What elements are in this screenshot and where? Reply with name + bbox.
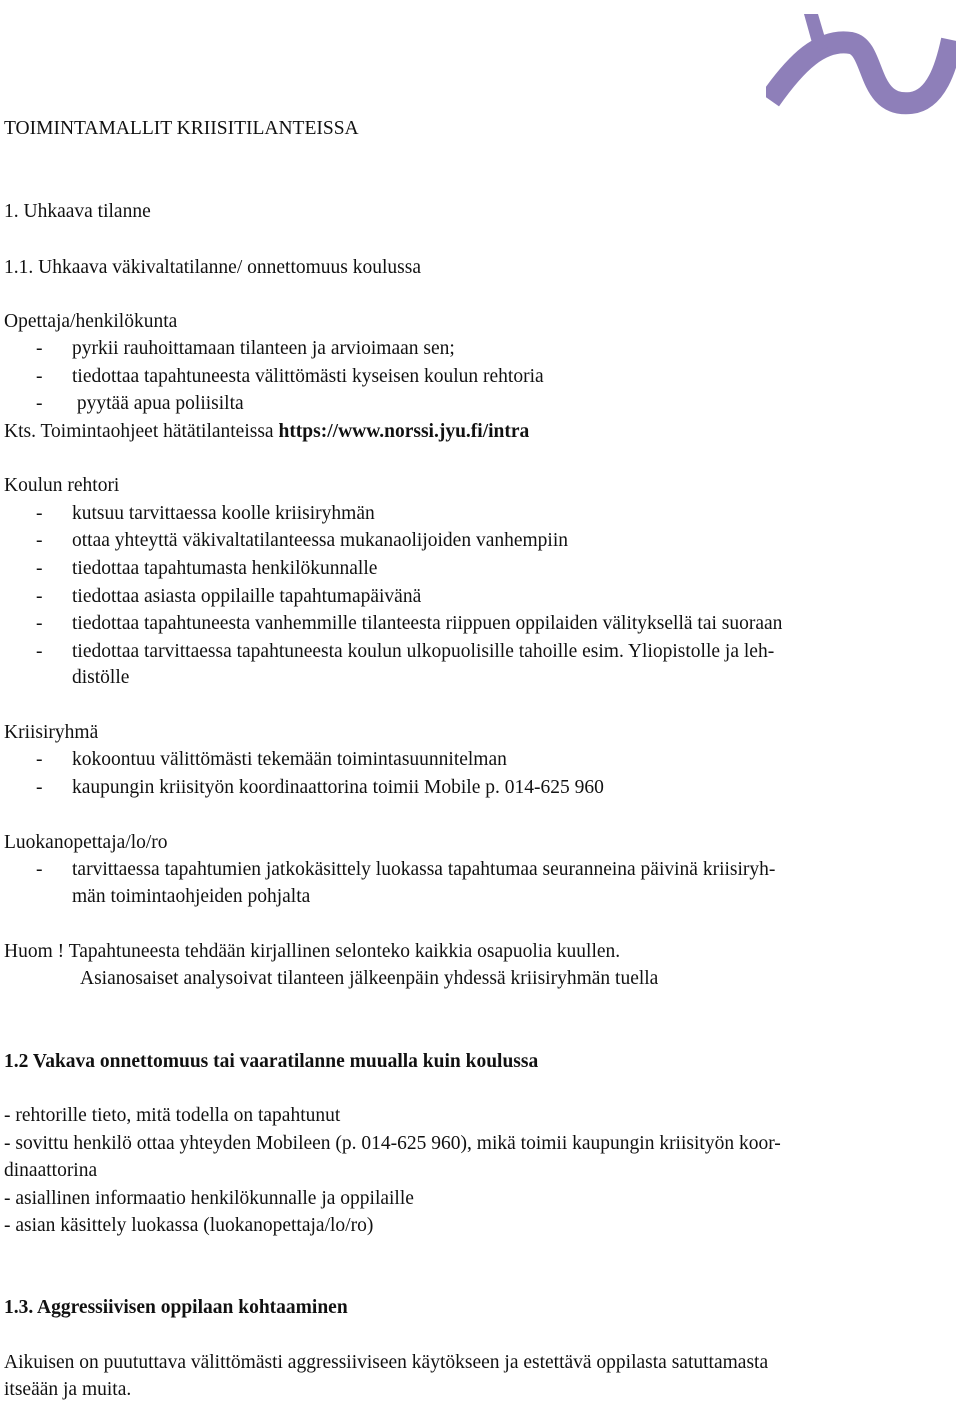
kts-line: Kts. Toimintaohjeet hätätilanteissa https://www.norssi.jyu.fi/intra [4,421,530,442]
document-title: TOIMINTAMALLIT KRIISITILANTEISSA [4,118,359,139]
list-item: - tiedottaa asiasta oppilaille tapahtumapäivänä [36,586,422,607]
list-item: - kaupungin kriisityön koordinaattorina toimii Mobile p. 014-625 960 [36,777,604,798]
list-item-continuation: distölle [72,667,130,688]
section-1-3-heading: 1.3. Aggressiivisen oppilaan kohtaaminen [4,1297,348,1318]
intranet-link[interactable]: https://www.norssi.jyu.fi/intra [278,421,530,442]
list-item: - tiedottaa tapahtuneesta vanhemmille tilanteesta riippuen oppilaiden välityksellä tai suoraan [36,613,783,634]
section-1-2-heading: 1.2 Vakava onnettomuus tai vaaratilanne muualla kuin koulussa [4,1051,539,1072]
list-item: - pyytää apua poliisilta [36,393,244,414]
list-item: - asian käsittely luokassa (luokanopettaja/lo/ro) [4,1215,374,1236]
section-1-1-heading: 1.1. Uhkaava väkivaltatilanne/ onnettomuus koulussa [4,257,421,278]
crisis-group-label: Kriisiryhmä [4,722,99,743]
principal-label: Koulun rehtori [4,475,120,496]
list-item: - rehtorille tieto, mitä todella on tapahtunut [4,1105,341,1126]
paragraph-line: Aikuisen on puututtava välittömästi aggressiiviseen käytökseen ja estettävä oppilasta satuttamasta [4,1352,769,1373]
list-item: - kutsuu tarvittaessa koolle kriisiryhmän [36,503,375,524]
note-line: Huom ! Tapahtuneesta tehdään kirjallinen selonteko kaikkia osapuolia kuullen. [4,941,621,962]
wave-logo-icon [766,8,956,118]
teacher-label: Opettaja/henkilökunta [4,311,178,332]
class-teacher-label: Luokanopettaja/lo/ro [4,832,168,853]
list-item: - tiedottaa tapahtuneesta välittömästi kyseisen koulun rehtoria [36,366,544,387]
list-item-continuation: dinaattorina [4,1160,98,1181]
note-line: Asianosaiset analysoivat tilanteen jälkeenpäin yhdessä kriisiryhmän tuella [80,968,659,989]
list-item: - tiedottaa tapahtumasta henkilökunnalle [36,558,378,579]
list-item: - asiallinen informaatio henkilökunnalle ja oppilaille [4,1188,414,1209]
list-item: - tiedottaa tarvittaessa tapahtuneesta koulun ulkopuolisille tahoille esim. Yliopistolle ja leh- [36,641,775,662]
list-item: - pyrkii rauhoittamaan tilanteen ja arvioimaan sen; [36,338,455,359]
list-item: - ottaa yhteyttä väkivaltatilanteessa mukanaolijoiden vanhempiin [36,530,569,551]
paragraph-line: itseään ja muita. [4,1379,132,1400]
list-item: - tarvittaessa tapahtumien jatkokäsittely luokassa tapahtumaa seuranneina päivinä kriisiryh- [36,859,776,880]
list-item: - sovittu henkilö ottaa yhteyden Mobileen (p. 014-625 960), mikä toimii kaupungin kriisityön koor- [4,1133,781,1154]
list-item-continuation: män toimintaohjeiden pohjalta [72,886,311,907]
list-item: - kokoontuu välittömästi tekemään toimintasuunnitelman [36,749,507,770]
section-1-heading: 1. Uhkaava tilanne [4,201,151,222]
